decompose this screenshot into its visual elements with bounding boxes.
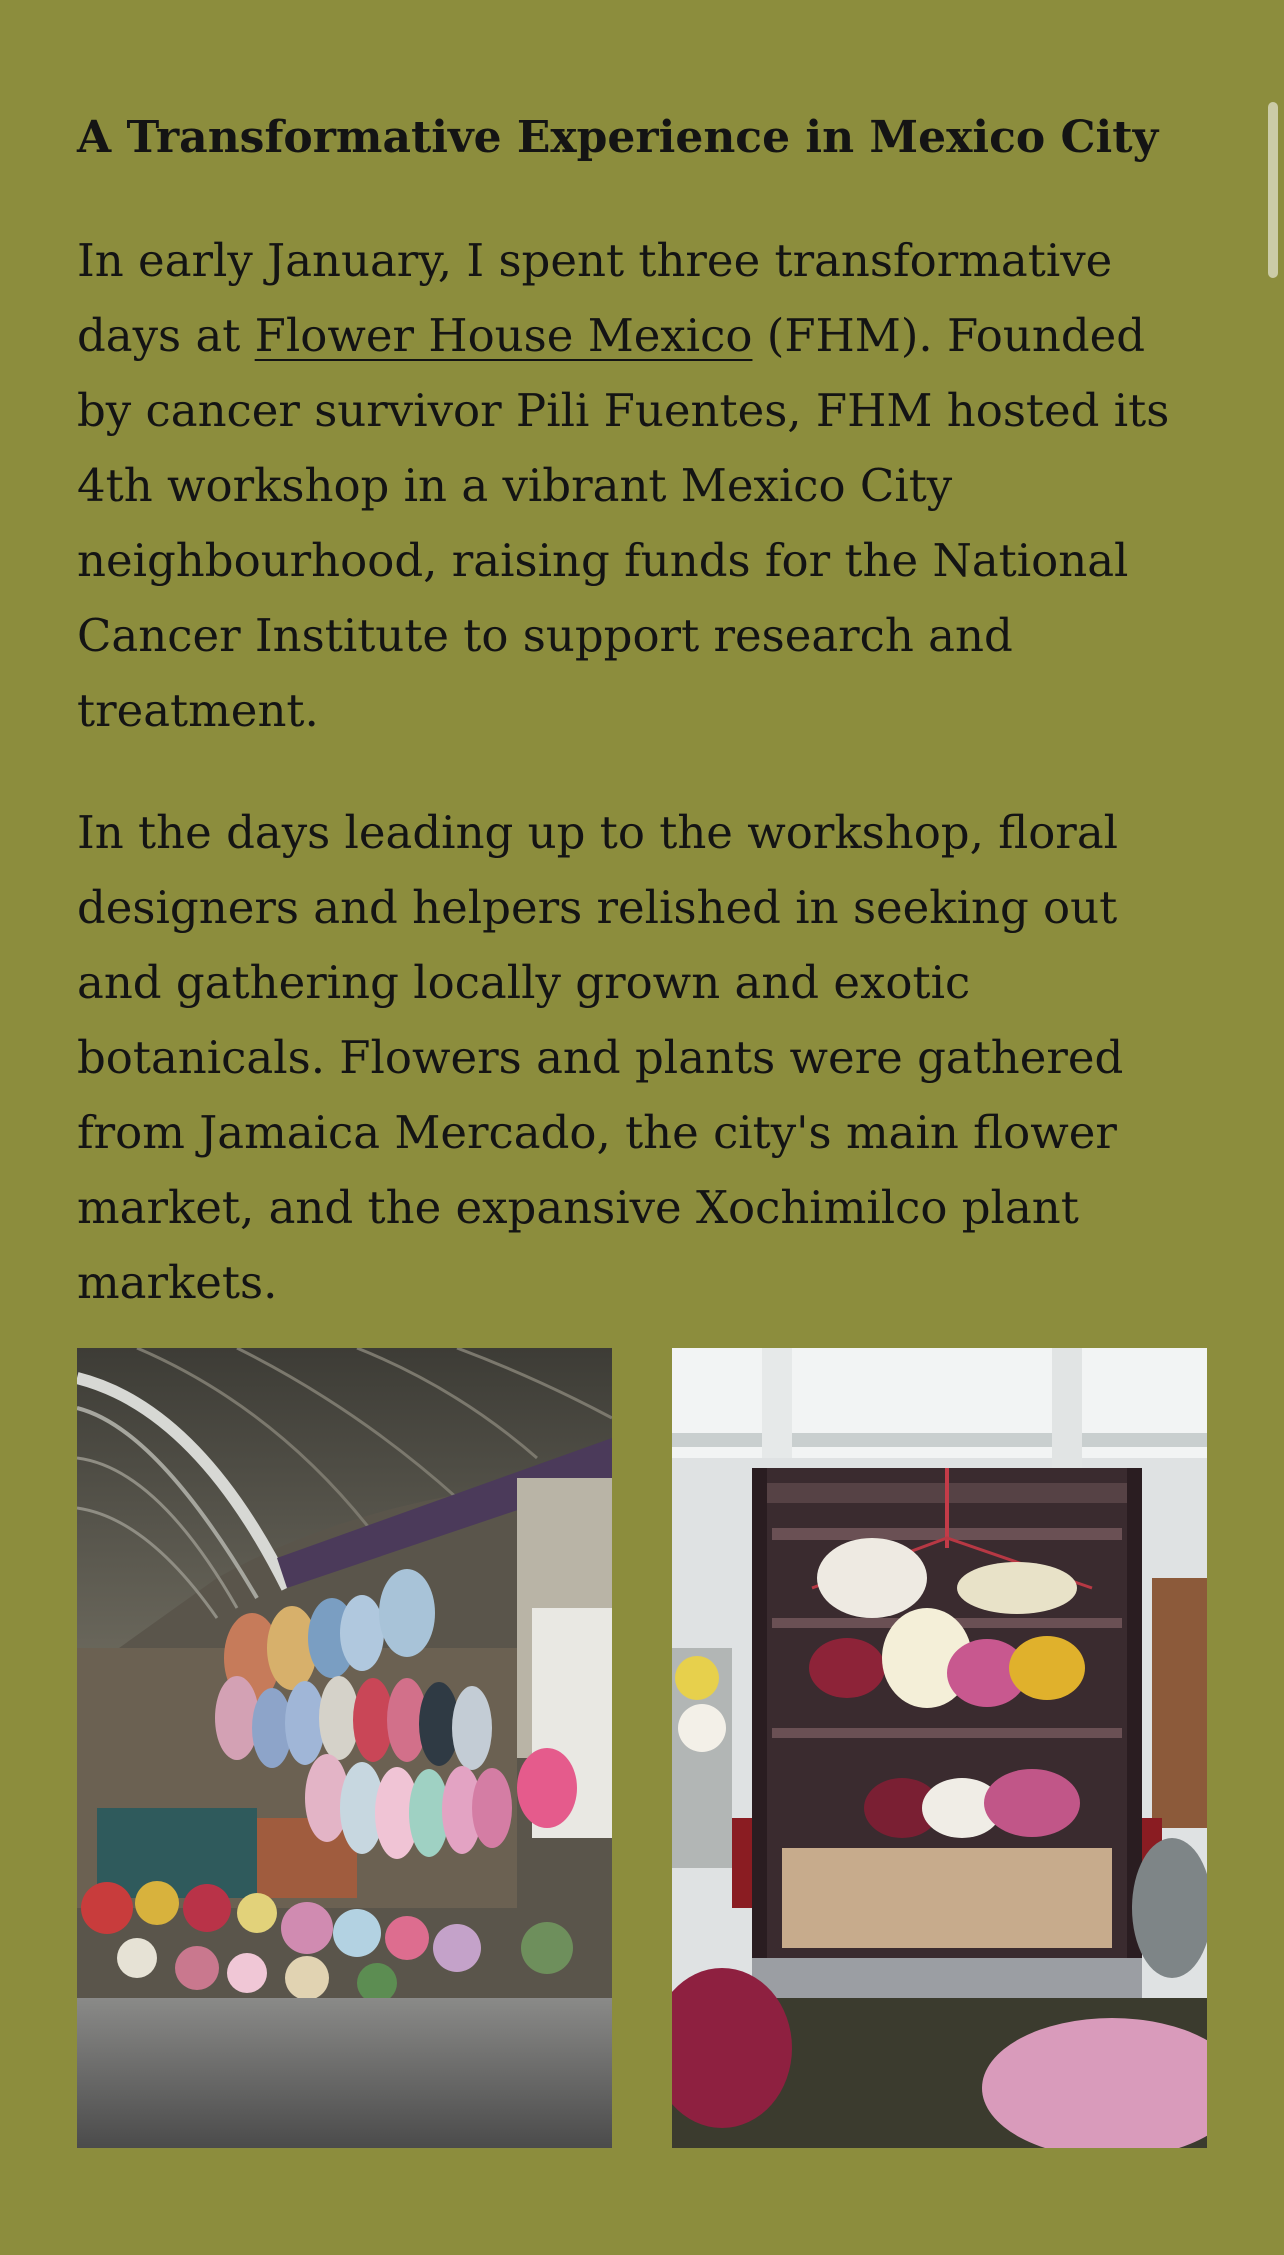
flower-house-mexico-link[interactable]: Flower House Mexico (254, 309, 753, 362)
article-heading: A Transformative Experience in Mexico City (77, 112, 1159, 163)
scrollbar[interactable] (1268, 102, 1278, 278)
market-paragraph: In the days leading up to the workshop, floral designers and helpers relished in seeking out and gathering locally grown and exotic botanicals. Flowers and plants were gathered from Jamaica Mercado, the city's main flower market, and the expansive Xochimilco plant markets. (77, 806, 1124, 1309)
flower-market-image (77, 1348, 612, 2148)
flower-market-photo (77, 1348, 612, 2148)
flower-truck-image (672, 1348, 1207, 2148)
intro-text-start: In early January, I spent three transformative days at (77, 234, 1113, 362)
flower-truck-photo (672, 1348, 1207, 2148)
intro-paragraph (77, 223, 1207, 748)
intro-text-end: (FHM). Founded by cancer survivor Pili Fuentes, FHM hosted its 4th workshop in a vibrant Mexico City neighbourhood, raising funds for the National Cancer Institute to support research and treatment. (77, 309, 1170, 737)
